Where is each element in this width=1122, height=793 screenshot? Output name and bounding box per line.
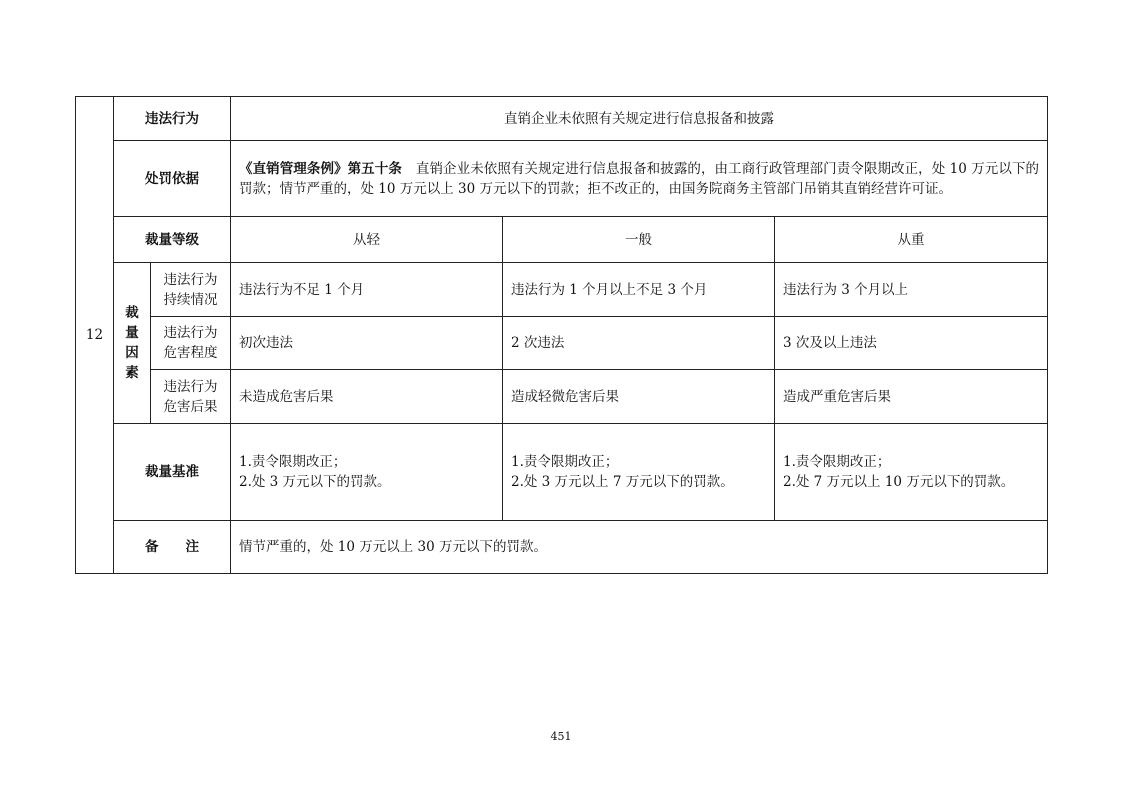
level-heavy: 从重 [775,217,1048,263]
violation-label: 违法行为 [114,97,231,141]
factor-value: 违法行为 1 个月以上不足 3 个月 [503,263,775,317]
factor-value: 3 次及以上违法 [775,317,1048,370]
standard-normal: 1.责令限期改正； 2.处 3 万元以上 7 万元以下的罚款。 [503,424,775,521]
factor-value: 2 次违法 [503,317,775,370]
level-label: 裁量等级 [114,217,231,263]
standard-light: 1.责令限期改正； 2.处 3 万元以下的罚款。 [231,424,503,521]
level-light: 从轻 [231,217,503,263]
violation-value: 直销企业未依照有关规定进行信息报备和披露 [231,97,1048,141]
factor-value: 违法行为 3 个月以上 [775,263,1048,317]
page-number: 451 [550,730,572,743]
entry-number: 12 [76,97,114,574]
factor-name-severity: 违法行为 危害程度 [151,317,231,370]
factor-value: 初次违法 [231,317,503,370]
remark-text: 情节严重的，处 10 万元以上 30 万元以下的罚款。 [231,521,1048,574]
factor-value: 造成严重危害后果 [775,370,1048,424]
standard-label: 裁量基准 [114,424,231,521]
factor-name-duration: 违法行为 持续情况 [151,263,231,317]
standard-heavy: 1.责令限期改正； 2.处 7 万元以上 10 万元以下的罚款。 [775,424,1048,521]
basis-cell [231,141,1048,217]
factor-name-consequence: 违法行为 危害后果 [151,370,231,424]
discretion-table [75,96,1048,574]
factor-value: 违法行为不足 1 个月 [231,263,503,317]
factors-label: 裁 量 因 素 [114,263,151,424]
factor-value: 未造成危害后果 [231,370,503,424]
factor-value: 造成轻微危害后果 [503,370,775,424]
basis-text: 直销企业未依照有关规定进行信息报备和披露的，由工商行政管理部门责令限期改正，处 10 万元以下的罚款；情节严重的，处 10 万元以上 30 万元以下的罚款；拒不改正的，由国务院商务主管部门吊销其直销经营许可证。 [239,160,1040,197]
basis-reference: 《直销管理条例》第五十条 [239,160,402,177]
remark-label: 备 注 [114,521,231,574]
level-normal: 一般 [503,217,775,263]
basis-label: 处罚依据 [114,141,231,217]
